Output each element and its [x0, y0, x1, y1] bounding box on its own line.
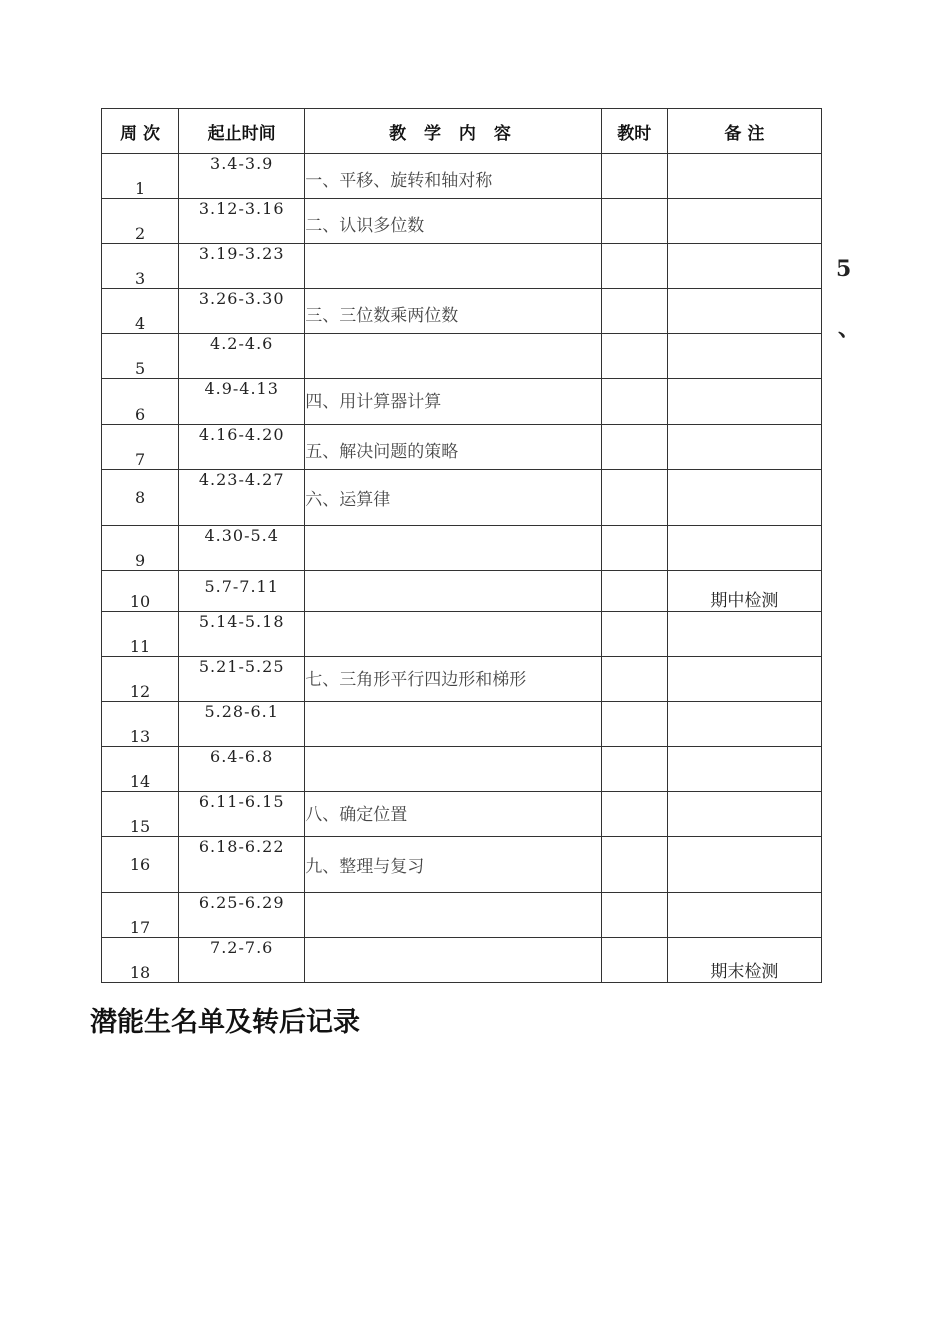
hours-cell [601, 289, 667, 334]
header-notes: 备 注 [667, 109, 821, 154]
content-cell: 八、确定位置 [305, 792, 601, 837]
week-cell: 6 [102, 379, 179, 425]
week-cell: 13 [102, 702, 179, 747]
note-cell [667, 425, 821, 470]
note-cell [667, 612, 821, 657]
week-cell: 8 [102, 470, 179, 526]
hours-cell [601, 938, 667, 983]
content-cell [305, 893, 601, 938]
date-cell: 4.9-4.13 [179, 379, 305, 425]
date-cell: 6.25-6.29 [179, 893, 305, 938]
note-cell: 期中检测 [667, 571, 821, 612]
week-cell: 9 [102, 526, 179, 571]
date-cell: 5.28-6.1 [179, 702, 305, 747]
content-cell [305, 612, 601, 657]
hours-cell [601, 837, 667, 893]
hours-cell [601, 526, 667, 571]
table-row [102, 571, 822, 612]
content-cell [305, 702, 601, 747]
week-cell: 17 [102, 893, 179, 938]
content-cell [305, 571, 601, 612]
content-cell: 六、运算律 [305, 470, 601, 526]
table-row [102, 612, 822, 657]
note-cell [667, 837, 821, 893]
table-row [102, 938, 822, 983]
header-content: 教 学 内 容 [305, 109, 601, 154]
note-cell [667, 154, 821, 199]
content-cell: 三、三位数乘两位数 [305, 289, 601, 334]
content-cell: 五、解决问题的策略 [305, 425, 601, 470]
hours-cell [601, 199, 667, 244]
week-cell: 16 [102, 837, 179, 893]
schedule-table [101, 108, 822, 983]
date-cell: 5.7-7.11 [179, 571, 305, 612]
table-row [102, 702, 822, 747]
hours-cell [601, 154, 667, 199]
week-cell: 12 [102, 657, 179, 702]
content-cell [305, 526, 601, 571]
hours-cell [601, 334, 667, 379]
note-cell [667, 379, 821, 425]
week-cell: 5 [102, 334, 179, 379]
hours-cell [601, 244, 667, 289]
date-cell: 5.21-5.25 [179, 657, 305, 702]
week-cell: 14 [102, 747, 179, 792]
week-cell: 7 [102, 425, 179, 470]
note-cell [667, 334, 821, 379]
header-week: 周 次 [102, 109, 179, 154]
content-cell [305, 938, 601, 983]
table-row [102, 379, 822, 425]
hours-cell [601, 747, 667, 792]
date-cell: 4.2-4.6 [179, 334, 305, 379]
content-cell: 七、三角形平行四边形和梯形 [305, 657, 601, 702]
side-section-mark: 、 [838, 317, 861, 342]
content-cell: 四、用计算器计算 [305, 379, 601, 425]
hours-cell [601, 379, 667, 425]
date-cell: 4.30-5.4 [179, 526, 305, 571]
note-cell [667, 747, 821, 792]
table-row [102, 334, 822, 379]
header-row [102, 109, 822, 154]
table-row [102, 199, 822, 244]
date-cell: 6.11-6.15 [179, 792, 305, 837]
header-dates: 起止时间 [179, 109, 305, 154]
hours-cell [601, 657, 667, 702]
table-row [102, 747, 822, 792]
date-cell: 6.4-6.8 [179, 747, 305, 792]
content-cell [305, 244, 601, 289]
table-row [102, 470, 822, 526]
week-cell: 10 [102, 571, 179, 612]
table-row [102, 893, 822, 938]
note-cell: 期末检测 [667, 938, 821, 983]
week-cell: 11 [102, 612, 179, 657]
content-cell: 一、平移、旋转和轴对称 [305, 154, 601, 199]
week-cell: 1 [102, 154, 179, 199]
date-cell: 4.16-4.20 [179, 425, 305, 470]
content-cell [305, 334, 601, 379]
week-cell: 15 [102, 792, 179, 837]
table-row [102, 837, 822, 893]
table-row [102, 792, 822, 837]
table-row [102, 244, 822, 289]
table-row [102, 425, 822, 470]
date-cell: 5.14-5.18 [179, 612, 305, 657]
hours-cell [601, 702, 667, 747]
date-cell: 3.19-3.23 [179, 244, 305, 289]
hours-cell [601, 893, 667, 938]
date-cell: 4.23-4.27 [179, 470, 305, 526]
table-row [102, 289, 822, 334]
date-cell: 6.18-6.22 [179, 837, 305, 893]
note-cell [667, 470, 821, 526]
week-cell: 2 [102, 199, 179, 244]
date-cell: 7.2-7.6 [179, 938, 305, 983]
date-cell: 3.12-3.16 [179, 199, 305, 244]
week-cell: 4 [102, 289, 179, 334]
date-cell: 3.26-3.30 [179, 289, 305, 334]
side-section-number: 5 [836, 256, 852, 282]
content-cell: 二、认识多位数 [305, 199, 601, 244]
week-cell: 18 [102, 938, 179, 983]
note-cell [667, 893, 821, 938]
week-cell: 3 [102, 244, 179, 289]
hours-cell [601, 470, 667, 526]
hours-cell [601, 425, 667, 470]
hours-cell [601, 792, 667, 837]
hours-cell [601, 612, 667, 657]
note-cell [667, 526, 821, 571]
note-cell [667, 289, 821, 334]
hours-cell [601, 571, 667, 612]
content-cell [305, 747, 601, 792]
note-cell [667, 792, 821, 837]
header-hours: 教时 [601, 109, 667, 154]
content-cell: 九、整理与复习 [305, 837, 601, 893]
note-cell [667, 244, 821, 289]
date-cell: 3.4-3.9 [179, 154, 305, 199]
note-cell [667, 199, 821, 244]
section-title: 潜能生名单及转后记录 [90, 1007, 360, 1038]
table-row [102, 526, 822, 571]
table-row [102, 154, 822, 199]
note-cell [667, 657, 821, 702]
table-row [102, 657, 822, 702]
note-cell [667, 702, 821, 747]
